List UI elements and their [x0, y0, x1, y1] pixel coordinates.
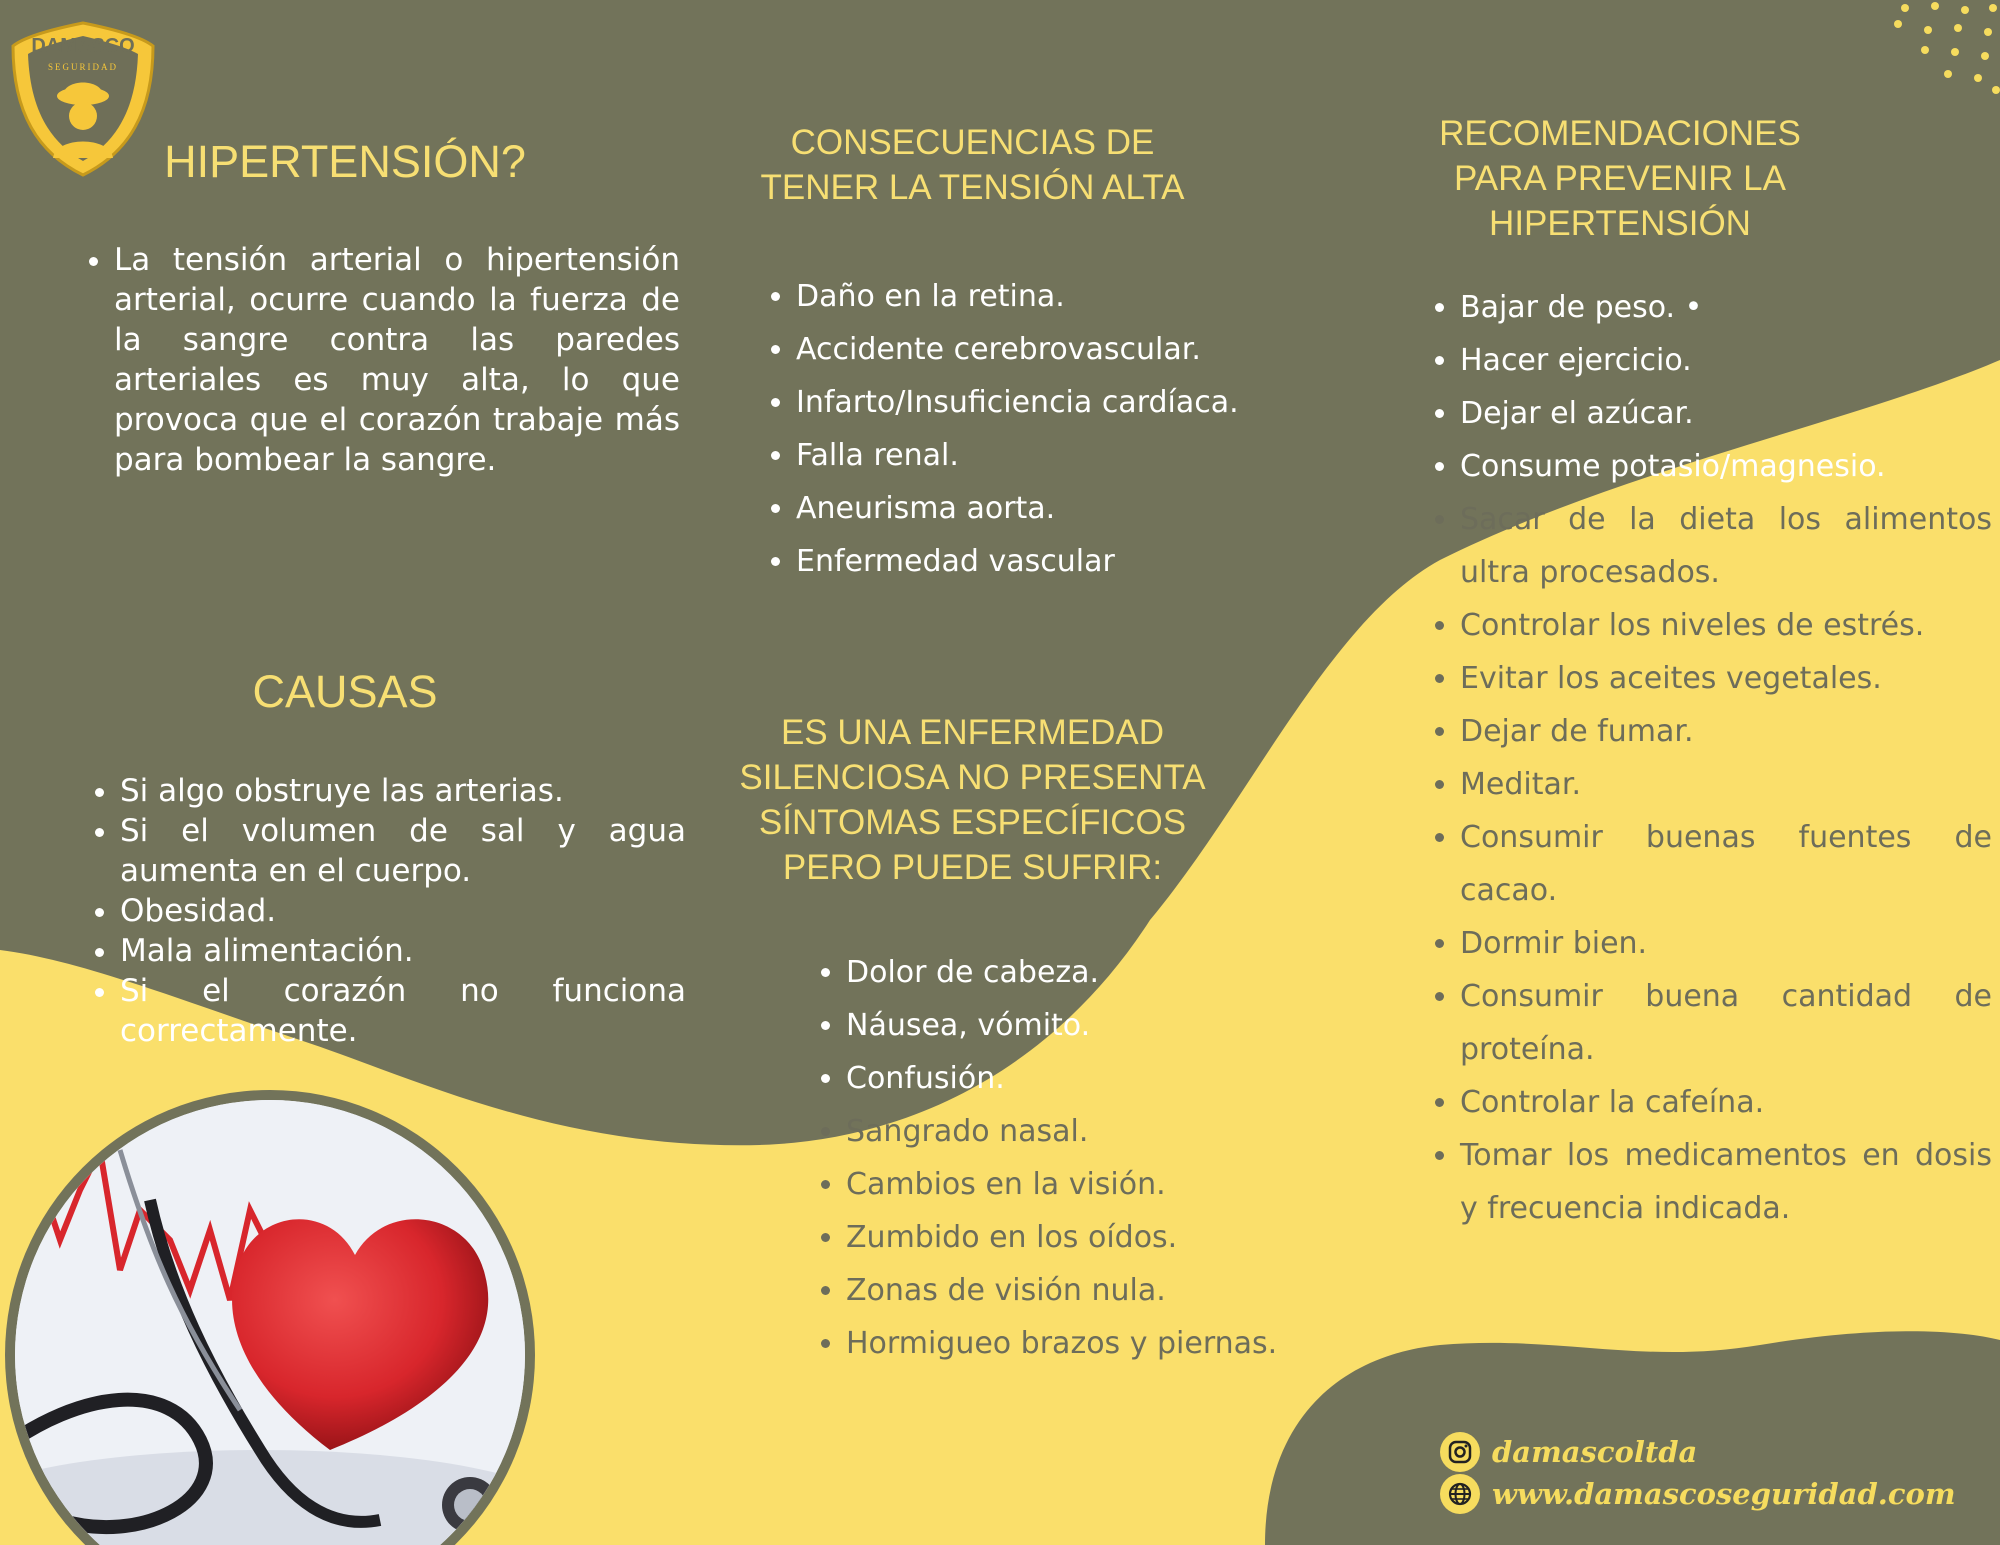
list-item: • Controlar los niveles de estrés. [1460, 599, 1992, 652]
symptoms-list [810, 946, 1386, 1370]
globe-icon [1440, 1474, 1480, 1514]
heart-stethoscope-image [0, 1090, 540, 1545]
list-item: • Dormir bien. [1460, 917, 1992, 970]
list-item: • Zonas de visión nula. [846, 1264, 1386, 1317]
list-item: • Dolor de cabeza. [846, 946, 1386, 999]
instagram-handle[interactable]: damascoltda [1492, 1435, 1698, 1469]
list-item: • Consume potasio/magnesio. [1460, 440, 1992, 493]
list-item: • Si el volumen de sal y agua aumenta en el cuerpo. [120, 811, 686, 891]
list-item: • Aneurisma aorta. [796, 482, 1356, 535]
list-item: • Hacer ejercicio. [1460, 334, 1992, 387]
list-item: • Infarto/Insuficiencia cardíaca. [796, 376, 1356, 429]
list-item: • Consumir buenas fuentes de cacao. [1460, 811, 1992, 917]
recomendaciones-title: RECOMENDACIONES PARA PREVENIR LA HIPERTENSIÓN [1439, 114, 1801, 243]
instagram-contact[interactable] [1440, 1432, 1697, 1472]
list-item: • Enfermedad vascular [796, 535, 1356, 588]
logo-brand: DAMASCO [31, 35, 135, 57]
hipertension-title: HIPERTENSIÓN? [164, 136, 526, 187]
list-item: • Evitar los aceites vegetales. [1460, 652, 1992, 705]
list-item: • Mala alimentación. [120, 931, 686, 971]
list-item: • Si algo obstruye las arterias. [120, 771, 686, 811]
recommendations-list [1424, 281, 1992, 1235]
silent-disease-title: ES UNA ENFERMEDAD SILENCIOSA NO PRESENTA SÍNTOMAS ESPECÍFICOS PERO PUEDE SUFRIR: [739, 713, 1206, 887]
list-item: • Obesidad. [120, 891, 686, 931]
causes-list [84, 771, 686, 1051]
list-item: • Hormigueo brazos y piernas. [846, 1317, 1386, 1370]
logo [8, 18, 158, 178]
list-item: • Confusión. [846, 1052, 1386, 1105]
logo-sub: SEGURIDAD [47, 62, 119, 72]
definition-list [78, 240, 680, 480]
list-item: • Náusea, vómito. [846, 999, 1386, 1052]
list-item: • Sangrado nasal. [846, 1105, 1386, 1158]
instagram-icon [1440, 1432, 1480, 1472]
list-item: • Falla renal. [796, 429, 1356, 482]
list-item: • Zumbido en los oídos. [846, 1211, 1386, 1264]
list-item: • Tomar los medicamentos en dosis y frecuencia indicada. [1460, 1129, 1992, 1235]
consecuencias-title: CONSECUENCIAS DE TENER LA TENSIÓN ALTA [760, 123, 1185, 207]
list-item: • Daño en la retina. [796, 270, 1356, 323]
list-item: • Bajar de peso. • [1460, 281, 1992, 334]
causas-title: CAUSAS [252, 666, 438, 717]
list-item: • Controlar la cafeína. [1460, 1076, 1992, 1129]
list-item: • Dejar de fumar. [1460, 705, 1992, 758]
list-item: • Accidente cerebrovascular. [796, 323, 1356, 376]
list-item: • Consumir buena cantidad de proteína. [1460, 970, 1992, 1076]
website-url[interactable]: www.damascoseguridad.com [1492, 1477, 1956, 1511]
website-contact[interactable] [1440, 1474, 1956, 1514]
consequences-list [760, 270, 1356, 588]
list-item: • Meditar. [1460, 758, 1992, 811]
definition-text: • La tensión arterial o hipertensión arterial, ocurre cuando la fuerza de la sangre contra las paredes arteriales es muy alta, lo que provoca que el corazón trabaje más para bombear la sangre. [114, 240, 680, 480]
list-item: • Dejar el azúcar. [1460, 387, 1992, 440]
list-item: • Si el corazón no funciona correctamente. [120, 971, 686, 1051]
list-item: • Sacar de la dieta los alimentos ultra procesados. [1460, 493, 1992, 599]
list-item: • Cambios en la visión. [846, 1158, 1386, 1211]
